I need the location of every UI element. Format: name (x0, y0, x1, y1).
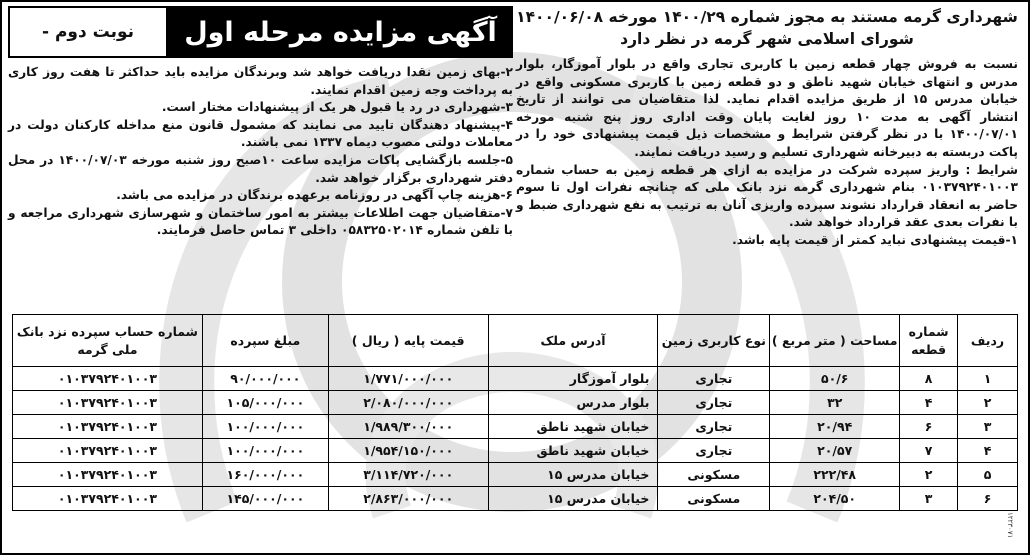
cell-base-price: ۱/۹۸۹/۳۰۰/۰۰۰ (328, 415, 488, 439)
cell-area: ۵۰/۶ (770, 367, 900, 391)
cell-usage: تجاری (658, 391, 770, 415)
cell-base-price: ۱/۷۷۱/۰۰۰/۰۰۰ (328, 367, 488, 391)
cell-area: ۲۰/۵۷ (770, 439, 900, 463)
table-row (13, 367, 1018, 391)
cell-area: ۲۰/۹۴ (770, 415, 900, 439)
cell-deposit: ۹۰/۰۰۰/۰۰۰ (202, 367, 328, 391)
cell-account: ۰۱۰۳۷۹۲۴۰۱۰۰۳ (13, 391, 203, 415)
notice-title-line2: شورای اسلامی شهر گرمه در نظر دارد (620, 30, 914, 48)
cell-plot-number: ۳ (900, 487, 958, 511)
notice-intro: نسبت به فروش چهار قطعه زمین با کاربری تجاری واقع در بلوار آموزگار، بلوار مدرس و انتهای خیابان شهید ناطق و دو قطعه زمین با کاربری مسکونی واقع در خیابان مدرس ۱۵ از طریق مزایده اقدام نماید. لذا متقاضیان می توانند از تاریخ انتشار آگهی به مدت ۱۰ روز لغایت پایان وقت اداری روز پنج شنبه مورخه ۱۴۰۰/۰۷/۰۱ با در نظر گرفتن شرایط و مشخصات ذیل قیمت پیشنهادی خود را در پاکت دربسته به دبیرخانه شهرداری تسلیم و رسید دریافت نمایند. (516, 57, 1018, 159)
cell-usage: مسکونی (658, 463, 770, 487)
cell-account: ۰۱۰۳۷۹۲۴۰۱۰۰۳ (13, 439, 203, 463)
condition-item-4: ۴-پیشنهاد دهندگان تایید می نمایند که مشمول قانون منع مداخله کارکنان دولت در معاملات دولتی مصوب دیماه ۱۳۳۷ نمی باشند. (8, 117, 513, 150)
cell-plot-number: ۴ (900, 391, 958, 415)
side-code: ۱۲۲۳۰۷۱ (1006, 512, 1014, 539)
cell-plot-number: ۸ (900, 367, 958, 391)
cell-area: ۳۲ (770, 391, 900, 415)
header-area: مساحت ( متر مربع ) (770, 315, 900, 367)
notice-conditions-column (8, 6, 513, 240)
table-row (13, 487, 1018, 511)
table-row (13, 463, 1018, 487)
table-row (13, 391, 1018, 415)
notice-title-line1: شهرداری گرمه مستند به مجوز شماره ۱۴۰۰/۲۹ مورخه ۱۴۰۰/۰۶/۰۸ (516, 8, 1018, 26)
cell-address: بلوار مدرس (488, 391, 658, 415)
header-deposit: مبلغ سپرده (202, 315, 328, 367)
cell-account: ۰۱۰۳۷۹۲۴۰۱۰۰۳ (13, 463, 203, 487)
cell-address: خیابان شهید ناطق (488, 439, 658, 463)
cell-account: ۰۱۰۳۷۹۲۴۰۱۰۰۳ (13, 487, 203, 511)
cell-row-number: ۴ (958, 439, 1018, 463)
header-row-number: ردیف (958, 315, 1018, 367)
cell-deposit: ۱۶۰/۰۰۰/۰۰۰ (202, 463, 328, 487)
cell-usage: تجاری (658, 439, 770, 463)
header-account: شماره حساب سپرده نزد بانک ملی گرمه (13, 315, 203, 367)
cell-address: بلوار آموزگار (488, 367, 658, 391)
header-usage: نوع کاربری زمین (658, 315, 770, 367)
cell-area: ۲۰۴/۵۰ (770, 487, 900, 511)
condition-item-7: ۷-متقاضیان جهت اطلاعات بیشتر به امور ساختمان و شهرسازی شهرداری مراجعه و با تلفن شماره ۰۵۸۳۲۵۰۲۰۱۴ داخلی ۳ تماس حاصل فرمایند. (8, 205, 513, 238)
cell-row-number: ۶ (958, 487, 1018, 511)
auction-banner (8, 6, 513, 58)
cell-account: ۰۱۰۳۷۹۲۴۰۱۰۰۳ (13, 415, 203, 439)
cell-address: خیابان شهید ناطق (488, 415, 658, 439)
cell-row-number: ۲ (958, 391, 1018, 415)
cell-deposit: ۱۰۰/۰۰۰/۰۰۰ (202, 439, 328, 463)
cell-area: ۲۲۲/۴۸ (770, 463, 900, 487)
header-base-price: قیمت پایه ( ریال ) (328, 315, 488, 367)
cell-base-price: ۲/۰۸۰/۰۰۰/۰۰۰ (328, 391, 488, 415)
cell-base-price: ۲/۸۶۳/۰۰۰/۰۰۰ (328, 487, 488, 511)
cell-plot-number: ۶ (900, 415, 958, 439)
cell-account: ۰۱۰۳۷۹۲۴۰۱۰۰۳ (13, 367, 203, 391)
header-plot-number: شماره قطعه (900, 315, 958, 367)
notice-conditions: شرایط : واریز سپرده شرکت در مزایده به ازای هر قطعه زمین به حساب شماره ۰۱۰۳۷۹۲۴۰۱۰۰۳ بنام شهرداری گرمه نزد بانک ملی که چنانچه نفرات اول تا سوم حاضر به انعقاد قرارداد نشوند سپرده واریزی آنان به ترتیب به نفع شهرداری ضبط و با نفرات بعدی عقد قرارداد خواهد شد. (516, 162, 1018, 230)
table-row (13, 415, 1018, 439)
cell-base-price: ۱/۹۵۴/۱۵۰/۰۰۰ (328, 439, 488, 463)
table-header-row (13, 315, 1018, 367)
cell-row-number: ۳ (958, 415, 1018, 439)
condition-item-1: ۱-قیمت پیشنهادی نباید کمتر از قیمت پایه باشد. (732, 232, 1018, 247)
notice-main-column (516, 6, 1018, 250)
cell-row-number: ۵ (958, 463, 1018, 487)
table-row (13, 439, 1018, 463)
cell-row-number: ۱ (958, 367, 1018, 391)
cell-usage: مسکونی (658, 487, 770, 511)
header-address: آدرس ملک (488, 315, 658, 367)
cell-usage: تجاری (658, 367, 770, 391)
banner-round-tag: - نوبت دوم (8, 6, 168, 58)
banner-title: آگهی مزایده مرحله اول (168, 6, 513, 58)
cell-address: خیابان مدرس ۱۵ (488, 487, 658, 511)
condition-item-5: ۵-جلسه بازگشایی پاکات مزایده ساعت ۱۰صبح روز شنبه مورخه ۱۴۰۰/۰۷/۰۳ در محل دفتر شهرداری برگزار خواهد شد. (8, 152, 513, 185)
cell-deposit: ۱۴۵/۰۰۰/۰۰۰ (202, 487, 328, 511)
cell-plot-number: ۲ (900, 463, 958, 487)
cell-deposit: ۱۰۰/۰۰۰/۰۰۰ (202, 415, 328, 439)
cell-base-price: ۳/۱۱۴/۷۲۰/۰۰۰ (328, 463, 488, 487)
cell-address: خیابان مدرس ۱۵ (488, 463, 658, 487)
properties-table (12, 314, 1018, 511)
cell-plot-number: ۷ (900, 439, 958, 463)
condition-item-3: ۳-شهرداری در رد یا قبول هر یک از پیشنهادات مختار است. (161, 100, 513, 115)
condition-item-2: ۲-بهای زمین نقدا دریافت خواهد شد وبرندگان مزایده باید حداکثر تا هفت روز کاری به پرداخت وجه زمین اقدام نمایند. (8, 65, 513, 97)
cell-usage: تجاری (658, 415, 770, 439)
cell-deposit: ۱۰۵/۰۰۰/۰۰۰ (202, 391, 328, 415)
condition-item-6: ۶-هزینه چاپ آگهی در روزنامه برعهده برندگان در مزایده می باشد. (116, 188, 513, 203)
